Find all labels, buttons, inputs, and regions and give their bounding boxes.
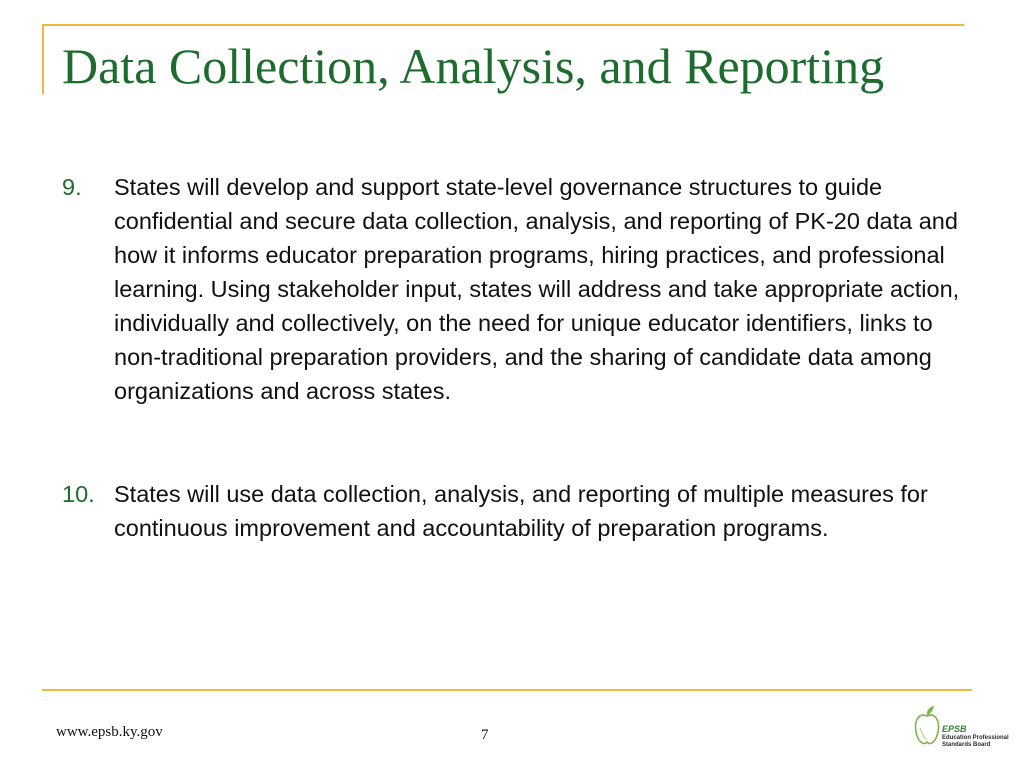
list-item bbox=[62, 477, 962, 545]
logo-line-2: Standards Board bbox=[942, 742, 991, 748]
list-item bbox=[62, 170, 962, 408]
list-item-number: 9. bbox=[62, 174, 82, 200]
slide-title: Data Collection, Analysis, and Reporting bbox=[62, 38, 885, 94]
left-accent-bar bbox=[42, 24, 44, 94]
footer-divider bbox=[42, 689, 972, 691]
list-item-text: States will develop and support state-level governance structures to guide confidential and secure data collection, analysis, and reporting of PK-20 data and how it informs educator preparation programs, hiring practices, and professional learning. Using stakeholder input, states will address and take appropriate action, individually and collectively, on the need for unique educator identifiers, links to non-traditional preparation providers, and the sharing of candidate data among organizations and across states. bbox=[114, 174, 960, 404]
list-item-text: States will use data collection, analysis, and reporting of multiple measures for continuous improvement and accountability of preparation programs. bbox=[114, 481, 928, 541]
footer-url: www.epsb.ky.gov bbox=[56, 724, 163, 740]
list-item-number: 10. bbox=[62, 481, 95, 507]
logo-line-1: Education Professional bbox=[942, 735, 1009, 741]
top-divider bbox=[42, 24, 964, 26]
apple-leaf-logo-icon bbox=[912, 704, 942, 748]
logo-abbreviation: EPSB bbox=[942, 724, 967, 734]
page-number: 7 bbox=[481, 727, 489, 743]
epsb-logo bbox=[912, 704, 1014, 754]
